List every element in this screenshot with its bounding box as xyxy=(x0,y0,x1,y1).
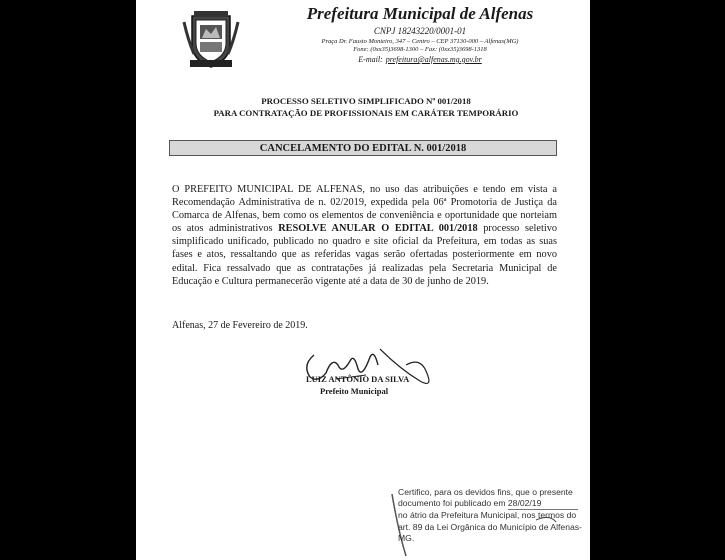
process-subtitle: PARA CONTRATAÇÃO DE PROFISSIONAIS EM CARÁTER TEMPORÁRIO xyxy=(213,108,519,118)
document-date: Alfenas, 27 de Fevereiro de 2019. xyxy=(172,320,308,331)
body-paragraph xyxy=(172,183,557,288)
header-email-line xyxy=(270,55,570,64)
header-cnpj: CNPJ 18243220/0001-01 xyxy=(373,26,467,36)
body-text-part1: O PREFEITO MUNICIPAL DE ALFENAS, no uso das atribuições e tendo em vista a Recomendação Administrativa de n. 02/2019, expedida pela 06ª Promotoria de Justiça da Comarca de Alfenas, bem como os elementos de conveniência e oportunidade que norteiam os atos administrativos xyxy=(172,184,557,235)
municipal-seal-icon xyxy=(182,10,240,70)
process-heading xyxy=(196,95,536,119)
body-text-resolution: RESOLVE ANULAR O EDITAL 001/2018 xyxy=(278,223,478,235)
publication-certificate xyxy=(398,487,584,544)
email-link[interactable]: prefeitura@alfenas.mg.gov.br xyxy=(385,55,482,64)
certificate-text-2: no átrio da Prefeitura Municipal, nos termos do art. 89 da Lei Orgânica do Município de Alfenas-MG. xyxy=(398,510,582,543)
signer-block xyxy=(306,373,409,397)
header-address: Praça Dr. Fausto Monteiro, 347 – Centro – CEP 37130-000 – Alfenas(MG) xyxy=(321,38,519,45)
certificate-text-1: Certifico, para os devidos fins, que o presente documento foi publicado em xyxy=(398,487,573,509)
signer-name: LUIZ ANTÔNIO DA SILVA xyxy=(306,374,410,384)
document-page xyxy=(136,0,590,560)
header-contact xyxy=(270,38,570,54)
email-label: E-mail: xyxy=(358,55,383,64)
body-text-part2: processo seletivo simplificado unificado, publicado no quadro e site oficial da Prefeitura, em todas as suas fases e atos, ressaltando que as referidas vagas serão ofertadas posteriormente em novo edital. Fica ressalvado que as contratações já realizadas pela Secretaria Municipal de Educação e Cultura permanecerão vigente até a data de 30 de junho de 2019. xyxy=(172,223,557,287)
signer-role: Prefeito Municipal xyxy=(320,386,389,396)
header-phone: Fone: (0xx35)3698-1300 – Fax: (0xx35)3698-1318 xyxy=(353,46,487,53)
process-title: PROCESSO SELETIVO SIMPLIFICADO Nº 001/2018 xyxy=(261,96,471,106)
certificate-date: 28/02/19 xyxy=(508,498,578,510)
cancellation-banner: CANCELAMENTO DO EDITAL N. 001/2018 xyxy=(169,140,557,156)
header-title: Prefeitura Municipal de Alfenas xyxy=(306,4,534,23)
